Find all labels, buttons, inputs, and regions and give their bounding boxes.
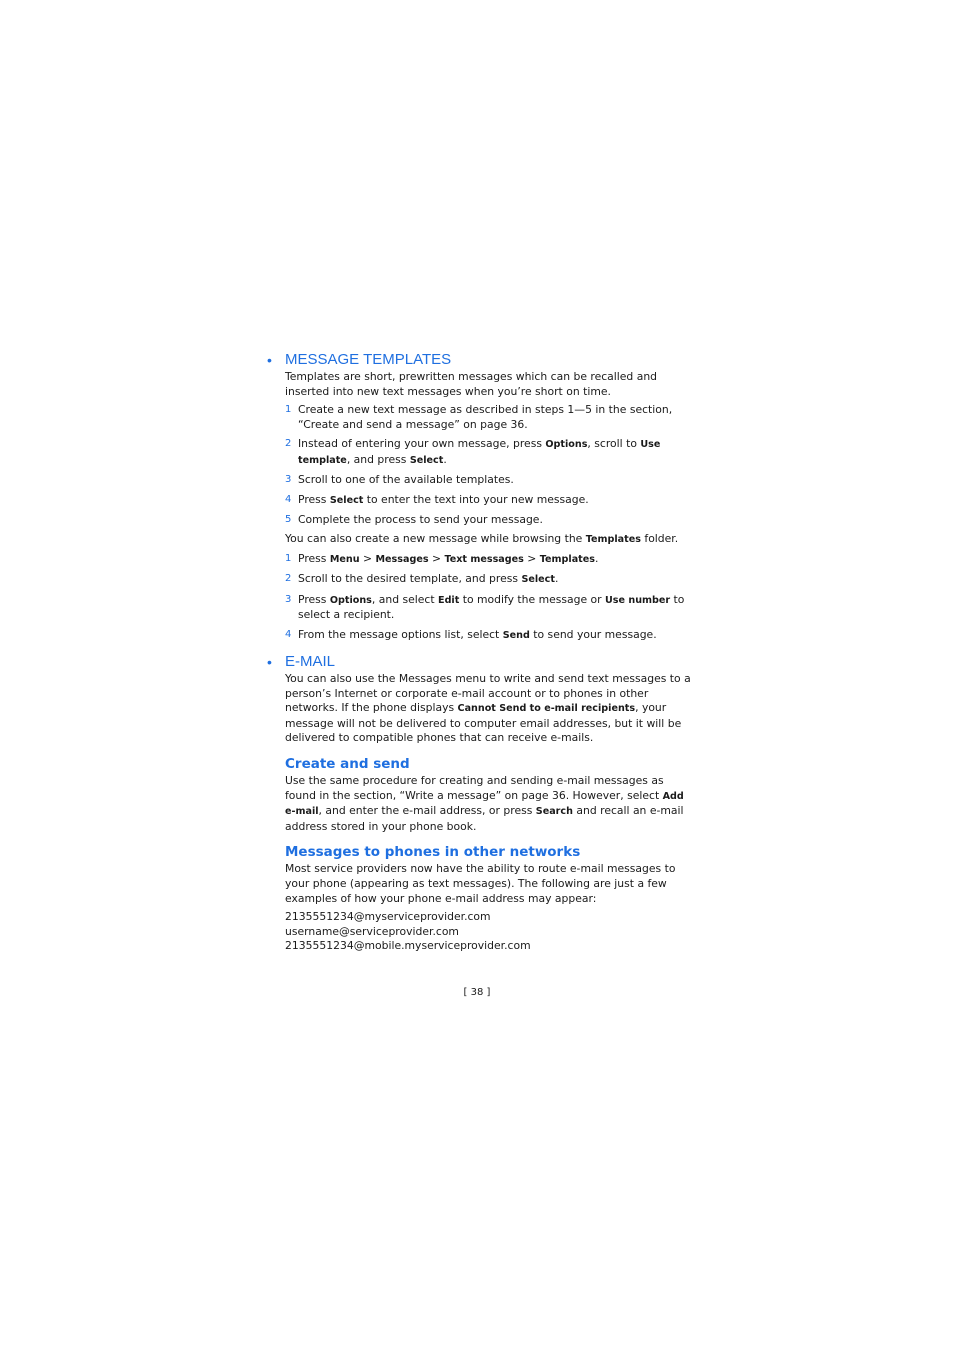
step-number: 5 <box>285 513 292 525</box>
ui-term: Send <box>502 629 530 641</box>
browse-templates-paragraph: You can also create a new message while browsing the Templates folder. <box>285 532 679 546</box>
ui-term: Use template <box>298 439 661 466</box>
step-number: 1 <box>285 552 292 564</box>
list-item: 4 Press Select to enter the text into your new message. <box>285 492 589 506</box>
list-item: 5 Complete the process to send your message. <box>285 512 543 526</box>
list-item: 1 Press Menu > Messages > Text messages > Templates. <box>285 551 599 565</box>
steps-list-browse-templates <box>285 552 697 643</box>
ui-term: Edit <box>438 594 460 606</box>
ui-term: Messages <box>375 553 429 565</box>
step-number: 2 <box>285 573 292 585</box>
section-intro: You can also use the Messages menu to write and send text messages to a person’s Internet or corporate e-mail account or to phones in other networks. If the phone displays Cannot Send to e-mail recipients, your message will not be delivered to computer email addresses, but it will be delivered to compatible phones that can receive e-mails. <box>285 672 691 745</box>
section-title: E-MAIL <box>285 653 336 671</box>
subsection-body: Use the same procedure for creating and sending e-mail messages as found in the section, “Write a message” on page 36. However, select Add e-mail, and enter the e-mail address, or press Search and recall an e-mail address stored in your phone book. <box>285 774 684 833</box>
page-number: [ 38 ] <box>463 987 491 998</box>
ui-term: Search <box>535 806 573 818</box>
list-item: 2 Scroll to the desired template, and press Select. <box>285 572 559 586</box>
list-item: 4 From the message options list, select Send to send your message. <box>285 627 657 641</box>
email-example: 2135551234@myserviceprovider.com <box>285 910 491 924</box>
list-item: 3 Press Options, and select Edit to modify the message or Use number to select a recipient. <box>285 592 685 622</box>
section-heading-email <box>267 652 697 672</box>
ui-term: Select <box>521 574 555 586</box>
ui-term: Options <box>329 594 372 606</box>
step-number: 4 <box>285 493 292 505</box>
ui-term: Select <box>329 494 364 506</box>
section-intro: Templates are short, prewritten messages which can be recalled and inserted into new text messages when you’re short on time. <box>285 370 658 398</box>
bullet-icon: • <box>267 654 272 671</box>
ui-term: Options <box>545 439 588 451</box>
ui-term: Text messages <box>444 553 524 565</box>
ui-term: Use number <box>605 594 671 606</box>
step-number: 1 <box>285 404 292 416</box>
ui-term: Templates <box>539 553 595 565</box>
ui-term: Add e-mail <box>285 790 684 818</box>
ui-term: Cannot Send to e-mail recipients <box>457 703 636 715</box>
email-example: 2135551234@mobile.myserviceprovider.com <box>285 939 531 953</box>
step-number: 3 <box>285 474 292 486</box>
section-heading-message-templates <box>267 350 697 370</box>
step-number: 2 <box>285 438 292 450</box>
ui-term: Templates <box>585 534 641 546</box>
section-title: MESSAGE TEMPLATES <box>285 351 452 368</box>
step-number: 4 <box>285 628 292 640</box>
ui-term: Menu <box>329 553 360 565</box>
list-item: 2 Instead of entering your own message, press Options, scroll to Use template, and press Select. <box>285 437 661 466</box>
ui-term: Select <box>409 454 444 466</box>
list-item: 3 Scroll to one of the available templates. <box>285 473 514 487</box>
steps-list-create-with-template <box>285 403 697 527</box>
page-content <box>267 350 697 954</box>
subsection-body: Most service providers now have the ability to route e-mail messages to your phone (appearing as text messages). The following are just a few examples of how your phone e-mail address may appear: <box>285 862 676 905</box>
email-example: username@serviceprovider.com <box>285 924 459 938</box>
bullet-icon: • <box>267 352 272 368</box>
subsection-heading-create-and-send: Create and send <box>285 756 410 773</box>
email-examples <box>285 910 697 954</box>
step-number: 3 <box>285 593 292 605</box>
list-item: 1 Create a new text message as described in steps 1—5 in the section, “Create and send a message” on page 36. <box>285 403 673 431</box>
subsection-heading-other-networks: Messages to phones in other networks <box>285 844 581 861</box>
